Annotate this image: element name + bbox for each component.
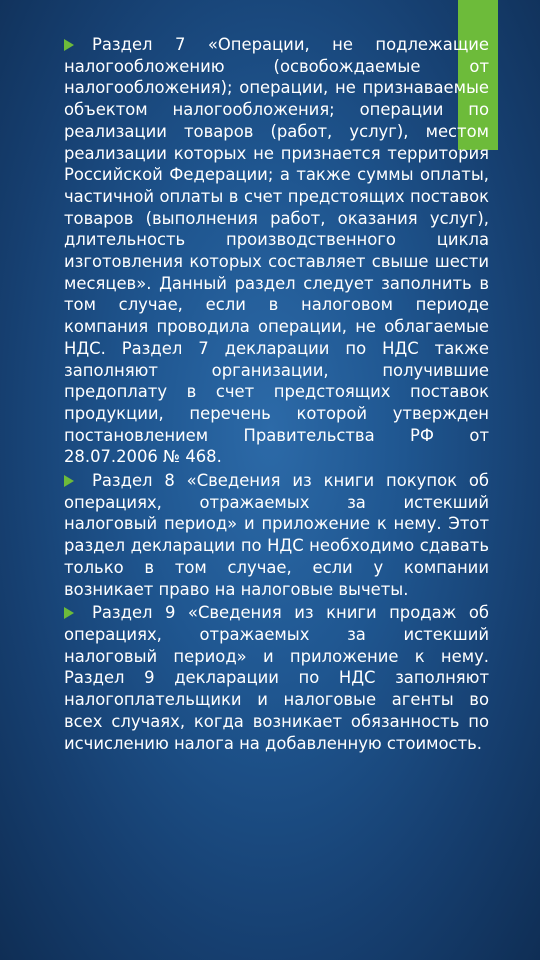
- bullet-text: Раздел 7 «Операции, не подлежащие налогообложению (освобождаемые от налогообложения); операции, не признаваемые объектом налогообложения; операции по реализации товаров (работ, услуг), местом реализации которых не признается территория Российской Федерации; а также суммы оплаты, частичной оплаты в счет предстоящих поставок товаров (выполнения работ, оказания услуг), длительность производственного цикла изготовления которых составляет свыше шести месяцев». Данный раздел следует заполнить в том случае, если в налоговом периоде компания проводила операции, не облагаемые НДС. Раздел 7 декларации по НДС также заполняют организации, получившие предоплату в счет предстоящих поставок продукции, перечень которой утвержден постановлением Правительства РФ от 28.07.2006 № 468.: [64, 35, 489, 467]
- bullet-text: Раздел 9 «Сведения из книги продаж об операциях, отражаемых за истекший налоговый период» и приложение к нему. Раздел 9 декларации по НДС заполняют налогоплательщики и налоговые агенты во всех случаях, когда возникает обязанность по исчислению налога на добавленную стоимость.: [64, 603, 489, 753]
- triangle-bullet-icon: [64, 607, 74, 619]
- bullet-text: Раздел 8 «Сведения из книги покупок об операциях, отражаемых за истекший налоговый период» и приложение к нему. Этот раздел декларации по НДС необходимо сдавать только в том случае, если у компании возникает право на налоговые вычеты.: [64, 471, 489, 599]
- bullet-item-section-8: [64, 470, 489, 600]
- triangle-bullet-icon: [64, 39, 74, 51]
- slide-content: [64, 34, 489, 756]
- bullet-item-section-9: [64, 602, 489, 754]
- triangle-bullet-icon: [64, 475, 74, 487]
- bullet-item-section-7: [64, 34, 489, 468]
